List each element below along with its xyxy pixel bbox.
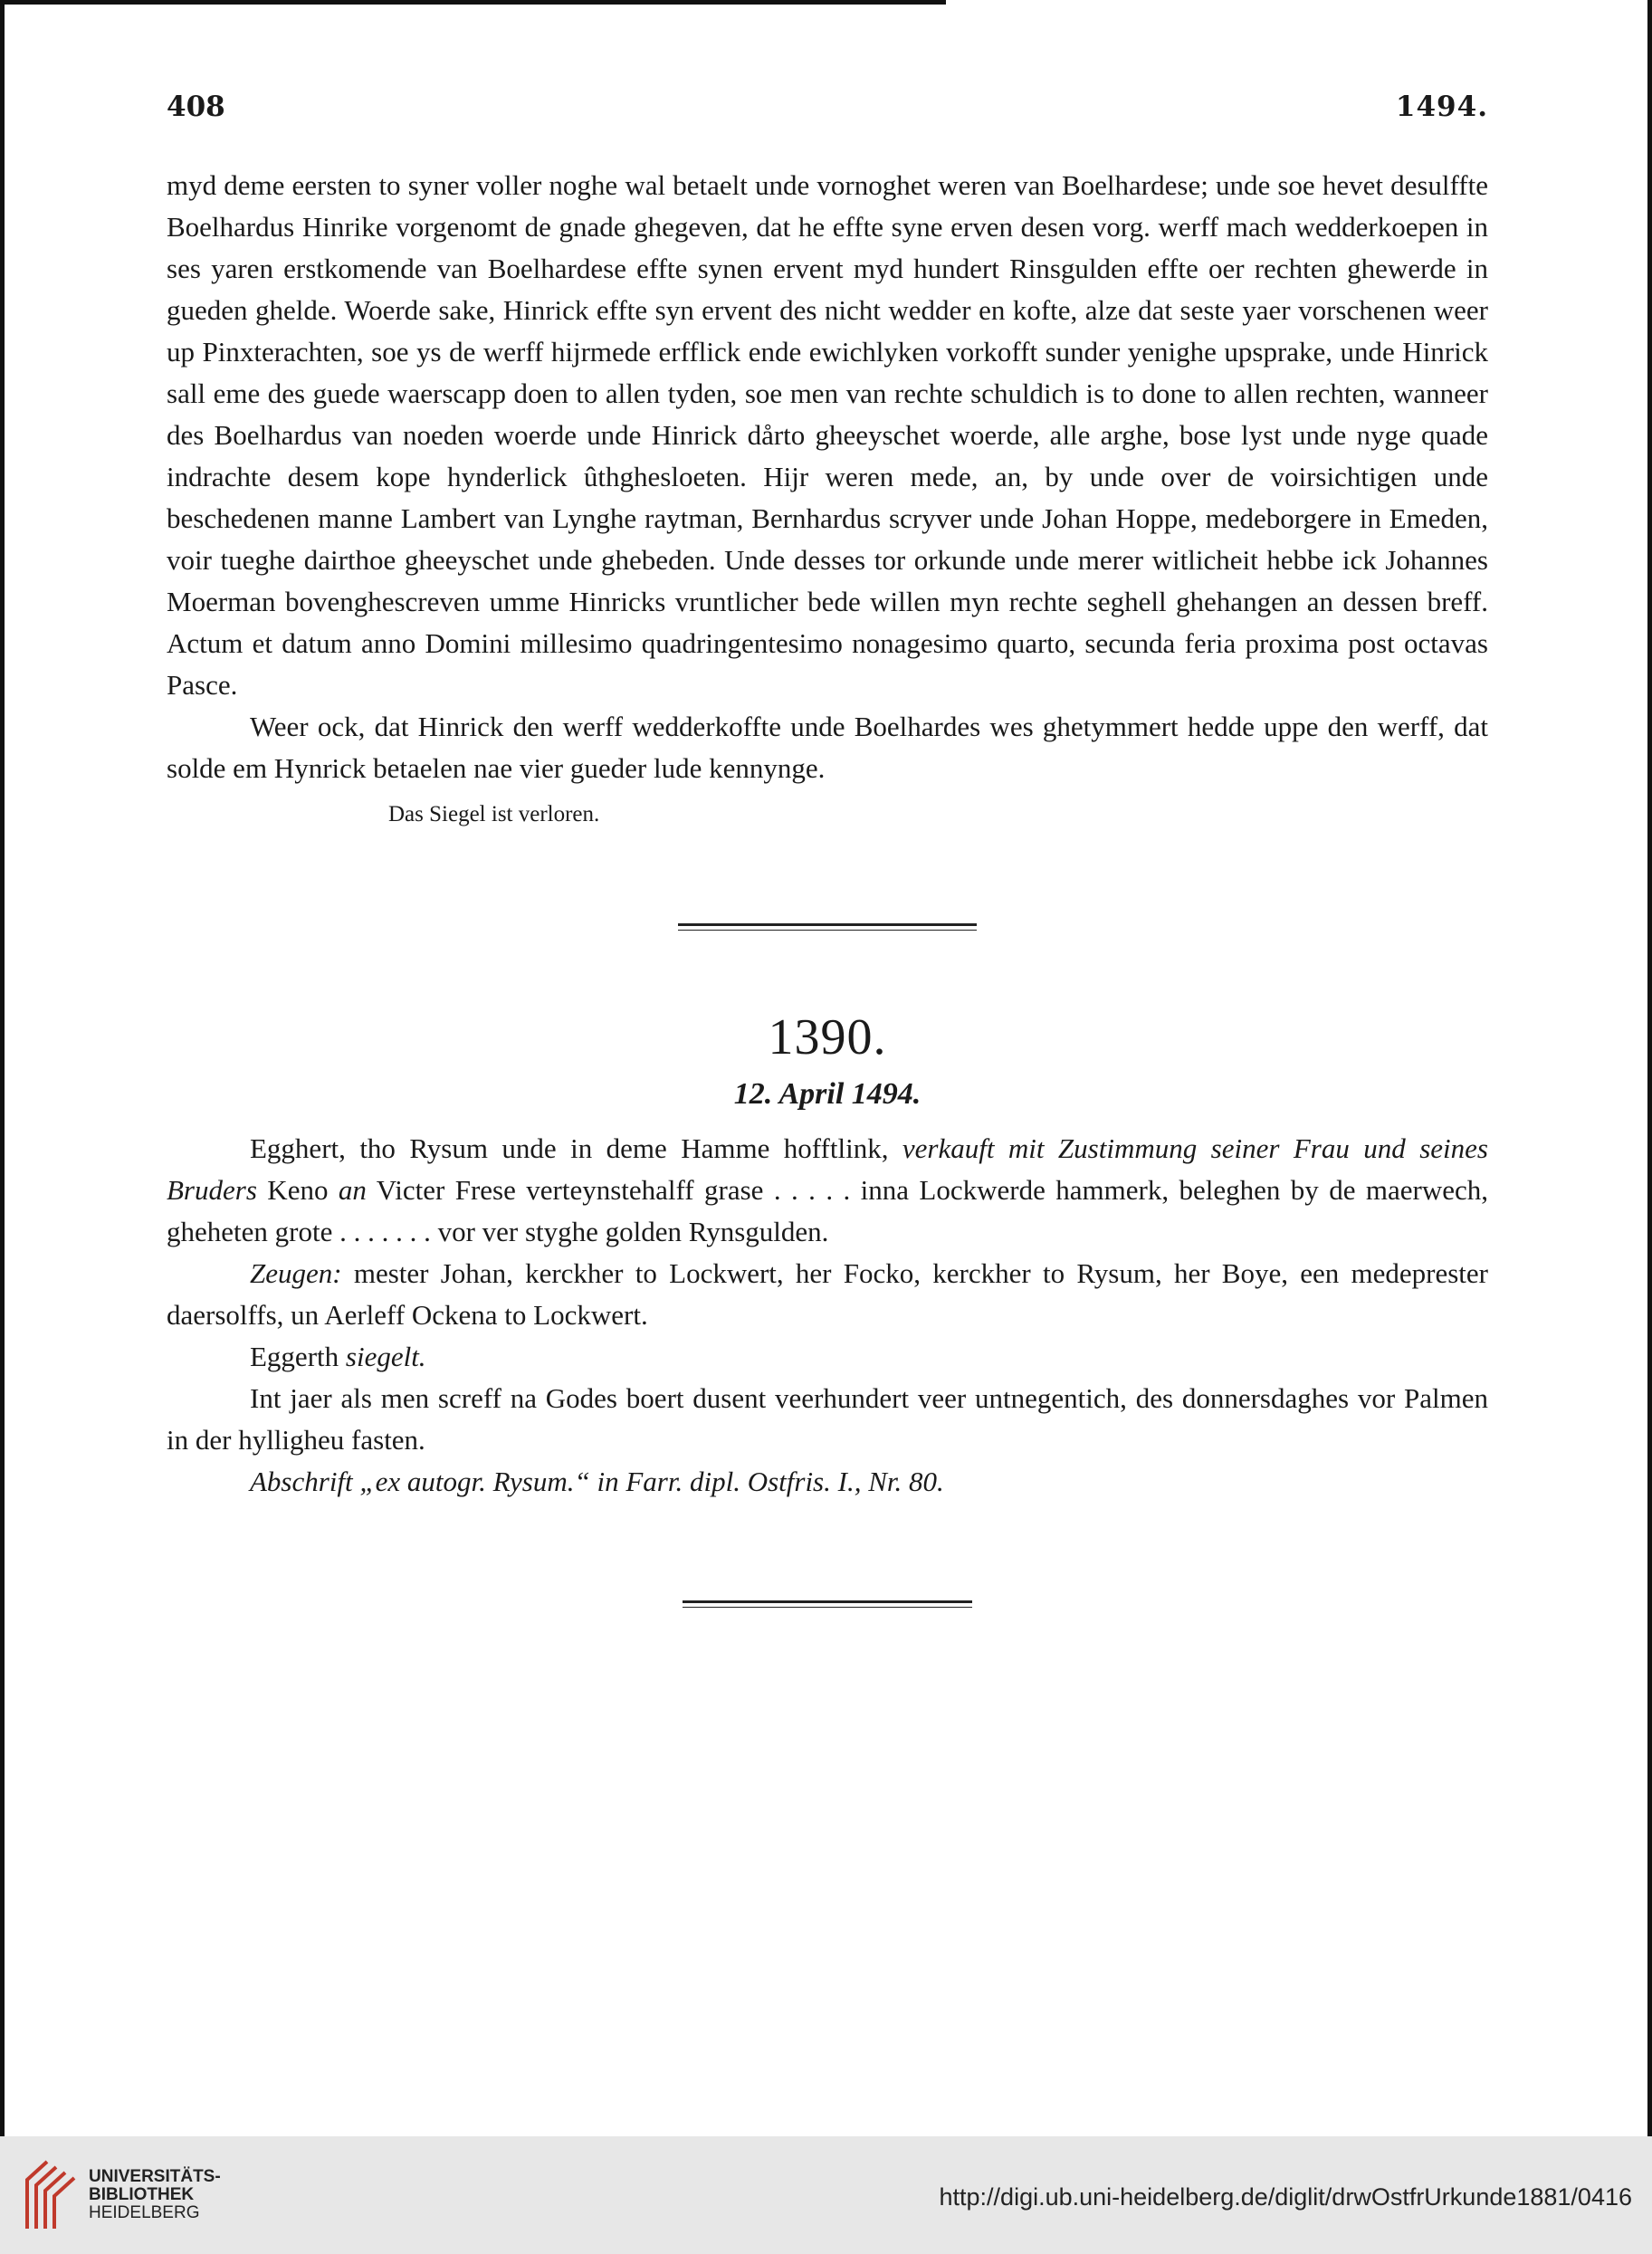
summary-part: Victer Frese verteynstehalff grase . . . . . inna Lockwerde hammerk, beleghen by de maerwech, gheheten grote . . . . . . . vor ver styghe golden Rynsgulden. <box>167 1174 1488 1247</box>
source-paragraph: Abschrift „ex autogr. Rysum.“ in Farr. dipl. Ostfris. I., Nr. 80. <box>250 1466 944 1497</box>
scan-edge-left <box>0 0 5 2136</box>
library-line: HEIDELBERG <box>89 2203 200 2222</box>
viewer-footer <box>0 2136 1652 2254</box>
sealer-name: Eggerth <box>250 1341 346 1372</box>
library-line: UNIVERSITÄTS- <box>89 2167 221 2186</box>
summary-part: Egghert, tho Rysum unde in deme Hamme hofftlink, <box>250 1132 902 1164</box>
dating-paragraph: Int jaer als men screff na Godes boert dusent veerhundert veer untnegentich, des donnersdaghes vor Palmen in der hylligheu fasten. <box>167 1382 1488 1456</box>
library-line: BIBLIOTHEK <box>89 2185 195 2204</box>
witnesses-paragraph <box>167 1253 1488 1336</box>
paragraph: Weer ock, dat Hinrick den werff wedderkoffte unde Boelhardes wes ghetymmert hedde uppe den werff, dat solde em Hynrick betaelen nae vier gueder lude kennynge. <box>167 711 1488 784</box>
section-divider <box>678 923 977 931</box>
library-name <box>89 2168 221 2222</box>
seal-note: Das Siegel ist verloren. <box>388 802 600 826</box>
summary-part: Keno <box>256 1174 339 1206</box>
document-text <box>167 1128 1488 1503</box>
library-logo-icon <box>20 2156 80 2234</box>
permalink-url[interactable]: http://digi.ub.uni-heidelberg.de/diglit/drwOstfrUrkunde1881/0416 <box>939 2183 1632 2211</box>
summary-paragraph <box>167 1128 1488 1253</box>
paragraph: myd deme eersten to syner voller noghe wal betaelt unde vornoghet weren van Boelhardese; unde soe hevet desulffte Boelhardus Hinrike vorgenomt de gnade ghegeven, dat he effte syne erven desen vorg. werff mach wedderkoepen in ses yaren erstkomende van Boelhardese effte synen ervent myd hundert Rinsgulden effte oer rechten ghewerde in gueden ghelde. Woerde sake, Hinrick effte syn ervent des nicht wedder en kofte, alze dat seste yaer vorschenen weer up Pinxterachten, soe ys de werff hijrmede erfflick ende ewichlyken vorkofft sunder yenighe upsprake, unde Hinrick sall eme des guede waerscapp doen to allen tyden, soe men van rechte schuldich is to done to allen rechten, wanneer des Boelhardus van noeden woerde unde Hinrick dårto gheeyschet woerde, alle arghe, bose lyst unde nyge quade indrachte desem kope hynderlick ûthghesloeten. Hijr weren mede, an, by unde over de voirsichtigen unde beschedenen manne Lambert van Lynghe raytman, Bernhardus scryver unde Johan Hoppe, medeborgere in Emeden, voir tueghe dairthoe gheeyschet unde ghebeden. Unde desses tor orkunde unde merer witlicheit hebbe ick Johannes Moerman bovenghescreven umme Hinricks vruntlicher bede willen myn rechte seghell ghehangen an dessen breff. Actum et datum anno Domini millesimo quadringentesimo nonagesimo quarto, secunda feria proxima post octavas Pasce. <box>167 169 1488 701</box>
scan-edge-top <box>0 0 946 5</box>
running-head <box>167 91 1488 145</box>
summary-italic: verkauft mit Zustimmung seiner Frau und seines Bruders <box>167 1132 1488 1206</box>
scan-edge-right <box>1647 0 1652 2136</box>
library-logo[interactable] <box>20 2156 221 2234</box>
previous-document-text <box>167 165 1488 789</box>
witnesses-label: Zeugen: <box>250 1257 342 1289</box>
page-number: 408 <box>167 91 225 123</box>
page <box>167 91 1488 1608</box>
seal-verb: siegelt. <box>345 1341 426 1372</box>
section-divider <box>683 1600 972 1608</box>
summary-italic: an <box>338 1174 367 1206</box>
document-number: 1390. <box>768 1009 887 1065</box>
witnesses-text: mester Johan, kerckher to Lockwert, her Focko, kerckher to Rysum, her Boye, een medeprester daersolffs, un Aerleff Ockena to Lockwert. <box>167 1257 1488 1331</box>
document-date: 12. April 1494. <box>733 1077 921 1111</box>
seal-paragraph <box>167 1336 1488 1378</box>
running-year: 1494. <box>1395 91 1488 123</box>
